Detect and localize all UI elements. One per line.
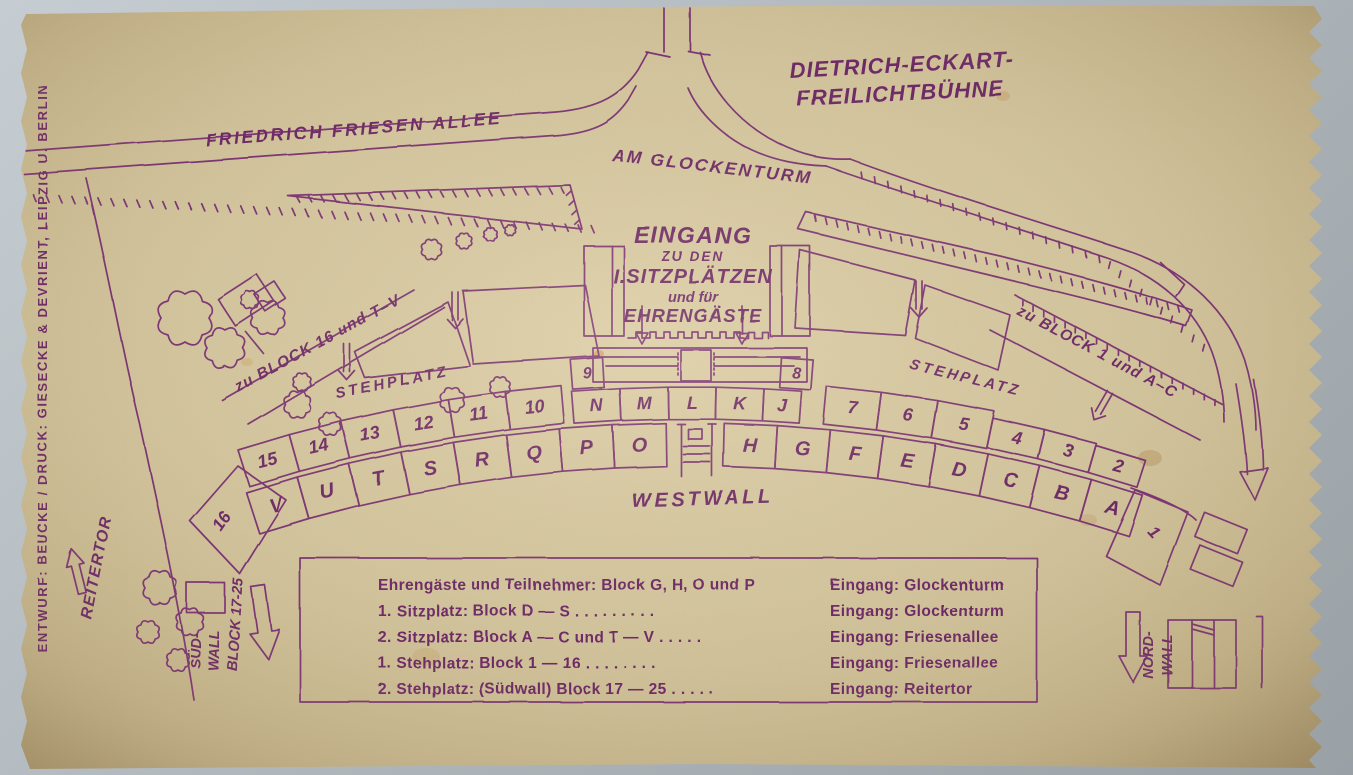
paper-vignette [21, 5, 1322, 769]
